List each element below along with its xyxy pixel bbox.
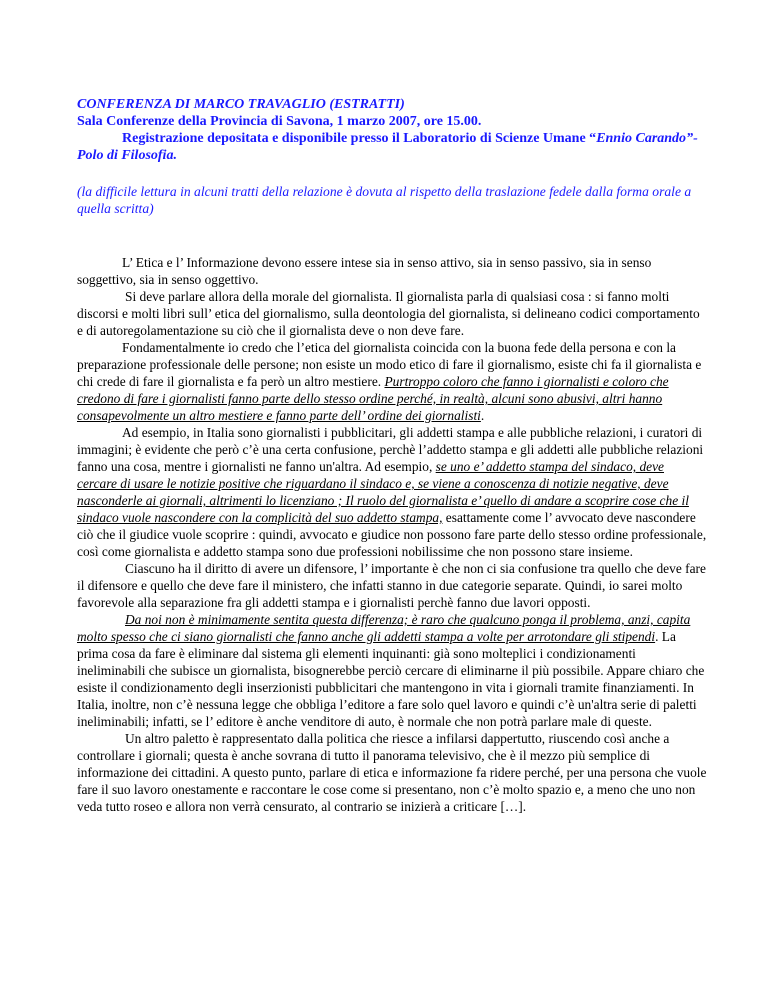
paragraph-3: [77, 339, 707, 424]
registration-line: [77, 130, 707, 164]
document-body: [77, 254, 707, 815]
paragraph-2: Si deve parlare allora della morale del giornalista. Il giornalista parla di qualsiasi cosa : si fanno molti discorsi e molti libri sull’ etica del giornalismo, sulla deontologia del giornalista, si delineano codici comportamento e di autoregolamentazione su ciò che il giornalista deve o non deve fare.: [77, 289, 700, 338]
document-title: CONFERENZA DI MARCO TRAVAGLIO (ESTRATTI): [77, 97, 405, 112]
document-page: [77, 96, 707, 815]
paragraph-6-text: . La prima cosa da fare è eliminare dal sistema gli elementi inquinanti: già sono molteplici i condizionamenti ineliminabili che subisce un giornalista, bisognerebbe perciò cercare di eliminarne il più possibile. Appare chiaro che esiste il condizionamento degli inserzionisti pubblicitari che mantengono in vita i giornali tramite finanziamenti. In Italia, inoltre, non c’è nessuna legge che obbliga l’editore a fare solo quel lavoro e quindi c’è un'altra serie di paletti ineliminabili; infatti, se l’ editore è anche venditore di auto, è normale che non potrà parlare male di queste.: [77, 629, 705, 729]
registration-text-a: Registrazione depositata e disponibile presso il Laboratorio di Scienze Umane “: [122, 131, 597, 146]
paragraph-6-underlined: Da noi non è minimamente sentita questa differenza; è raro che qualcuno ponga il problema, anzi, capita molto spesso che ci siano giornalisti che fanno anche gli addetti stampa a volte per arrotondare gli stipendi: [77, 612, 691, 644]
paragraph-4-text: Ad esempio, in Italia sono giornalisti i pubblicitari, gli addetti stampa e alle pubbliche relazioni, i curatori di immagini; è evidente che però c’è una certa confusione, perchè l’addetto stampa e gli addetti alle pubbliche relazioni fanno una cosa, mentre i giornalisti ne fanno un'altra. Ad esempio,: [77, 425, 704, 474]
venue-line: Sala Conferenze della Provincia di Savona, 1 marzo 2007, ore 15.00.: [77, 114, 482, 129]
paragraph-3-underlined: Purtroppo coloro che fanno i giornalisti e coloro che credono di fare i giornalisti fanno parte dello stesso ordine perché, in realtà, alcuni sono abusivi, altri hanno consapevolmente un altro mestiere e fanno parte dell’ ordine dei giornalisti: [77, 374, 669, 423]
transcription-note: (la difficile lettura in alcuni tratti della relazione è dovuta al rispetto della traslazione fedele dalla forma orale a quella scritta): [77, 184, 692, 216]
registration-text-c: ”-Polo di Filosofia.: [77, 131, 698, 163]
paragraph-4: [77, 424, 707, 560]
registration-text-b: Ennio Carando: [596, 131, 687, 146]
paragraph-4-underlined: se uno e’ addetto stampa del sindaco, deve cercare di usare le notizie positive che riguardano il sindaco e, se viene a conoscenza di notizie negative, deve nasconderle ai giornali, altrimenti lo licenziano ; Il ruolo del giornalista e’ quello di andare a scoprire cose che il sindaco vuole nascondere con la complicità del suo addetto stampa,: [77, 459, 689, 525]
paragraph-5: Ciascuno ha il diritto di avere un difensore, l’ importante è che non ci sia confusione tra quello che deve fare il difensore e quello che deve fare il ministero, che infatti stanno in due categorie separate. Quindi, io sarei molto favorevole alla separazione fra gli addetti stampa e i giornalisti perchè fanno due lavori opposti.: [77, 561, 706, 610]
paragraph-7: Un altro paletto è rappresentato dalla politica che riesce a infilarsi dappertutto, riuscendo così anche a controllare i giornali; questa è anche sovrana di tutto il panorama televisivo, che è il mezzo più semplice di informazione dei cittadini. A questo punto, parlare di etica e informazione fa ridere perché, per una persona che vuole fare il suo lavoro onestamente e raccontare le cose come si presentano, non c’è molto spazio e, a meno che uno non veda tutto roseo e allora non verrà censurato, al contrario se inizierà a criticare […].: [77, 731, 707, 814]
paragraph-6: [77, 611, 707, 730]
paragraph-4-end: esattamente come l’ avvocato deve nascondere ciò che il giudice vuole scoprire : quindi, avvocato e giudice non possono fare parte dello stesso ordine professionale, così come giornalista e addetto stampa sono due professioni nobilissime che non possono stare insieme.: [77, 510, 707, 559]
paragraph-1: L’ Etica e l’ Informazione devono essere intese sia in senso attivo, sia in senso passivo, sia in senso soggettivo, sia in senso oggettivo.: [77, 255, 652, 287]
paragraph-3-end: .: [480, 408, 485, 423]
paragraph-3-text: Fondamentalmente io credo che l’etica del giornalista coincida con la buona fede della persona e con la preparazione professionale delle persone; non esiste un modo etico di fare il giornalismo, esiste chi fa il giornalista e chi crede di fare il giornalista e fa però un altro mestiere.: [77, 340, 702, 389]
